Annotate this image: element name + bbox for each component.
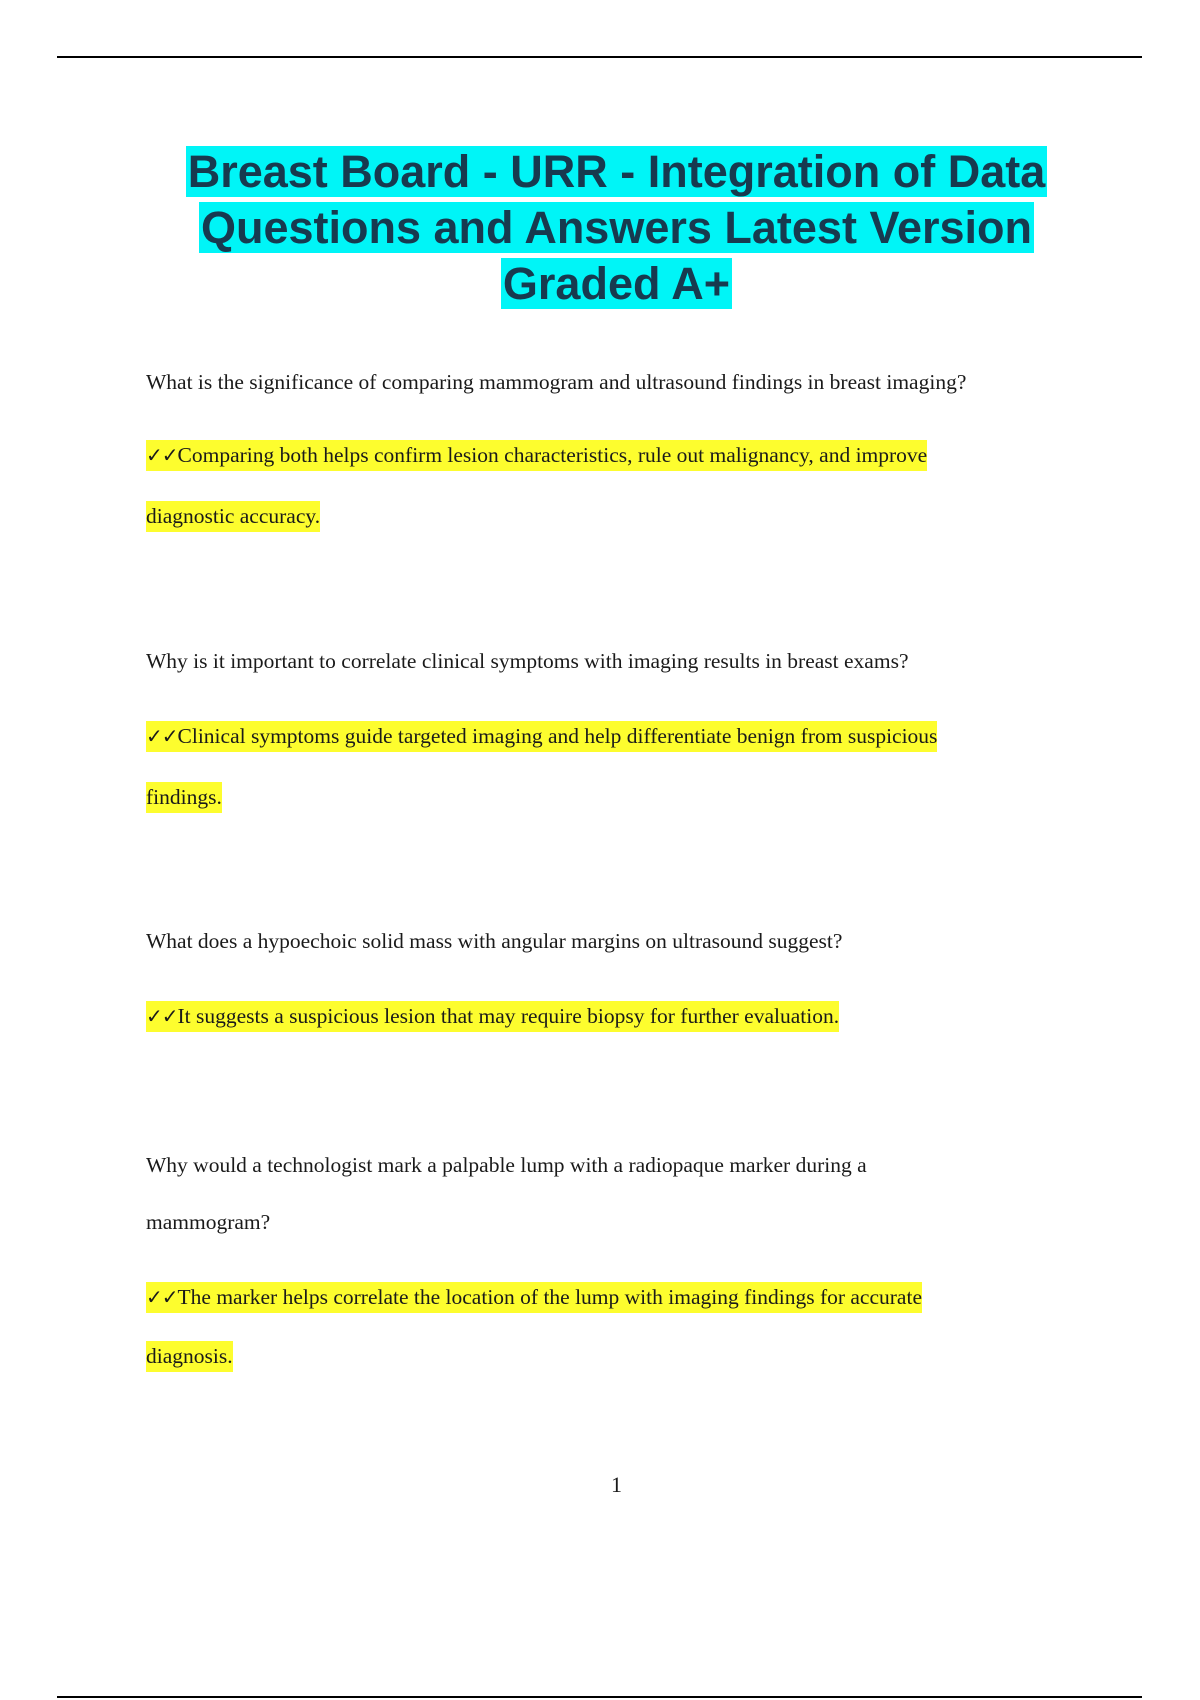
check-icon: ✓✓ bbox=[146, 1004, 178, 1028]
answer-2-line-2: findings. bbox=[146, 785, 222, 810]
title-line-2: Questions and Answers Latest Version bbox=[200, 202, 1033, 253]
answer-4-line-1: ✓✓The marker helps correlate the location of the lump with imaging findings for accurate bbox=[146, 1285, 922, 1310]
answer-1-line-1: ✓✓Comparing both helps confirm lesion characteristics, rule out malignancy, and improve bbox=[146, 443, 927, 468]
answer-4-line-2: diagnosis. bbox=[146, 1344, 233, 1369]
answer-2-line-1: ✓✓Clinical symptoms guide targeted imaging and help differentiate benign from suspicious bbox=[146, 724, 937, 749]
check-icon: ✓✓ bbox=[146, 443, 178, 467]
header-rule bbox=[57, 56, 1142, 58]
question-4-line-2: mammogram? bbox=[146, 1210, 271, 1234]
title-line-1: Breast Board - URR - Integration of Data bbox=[187, 146, 1046, 197]
answer-1-line-2: diagnostic accuracy. bbox=[146, 504, 320, 529]
question-4-line-1: Why would a technologist mark a palpable lump with a radiopaque marker during a bbox=[146, 1153, 867, 1177]
answer-3-line-1: ✓✓It suggests a suspicious lesion that may require biopsy for further evaluation. bbox=[146, 1004, 839, 1029]
footer-rule bbox=[57, 1696, 1142, 1698]
title-line-3: Graded A+ bbox=[502, 258, 731, 309]
question-1: What is the significance of comparing mammogram and ultrasound findings in breast imaging? bbox=[146, 370, 967, 394]
check-icon: ✓✓ bbox=[146, 1285, 178, 1309]
document-title bbox=[100, 144, 1133, 312]
check-icon: ✓✓ bbox=[146, 724, 178, 748]
question-3: What does a hypoechoic solid mass with angular margins on ultrasound suggest? bbox=[146, 929, 843, 953]
question-2: Why is it important to correlate clinical symptoms with imaging results in breast exams? bbox=[146, 649, 909, 673]
page-number: 1 bbox=[611, 1472, 622, 1497]
